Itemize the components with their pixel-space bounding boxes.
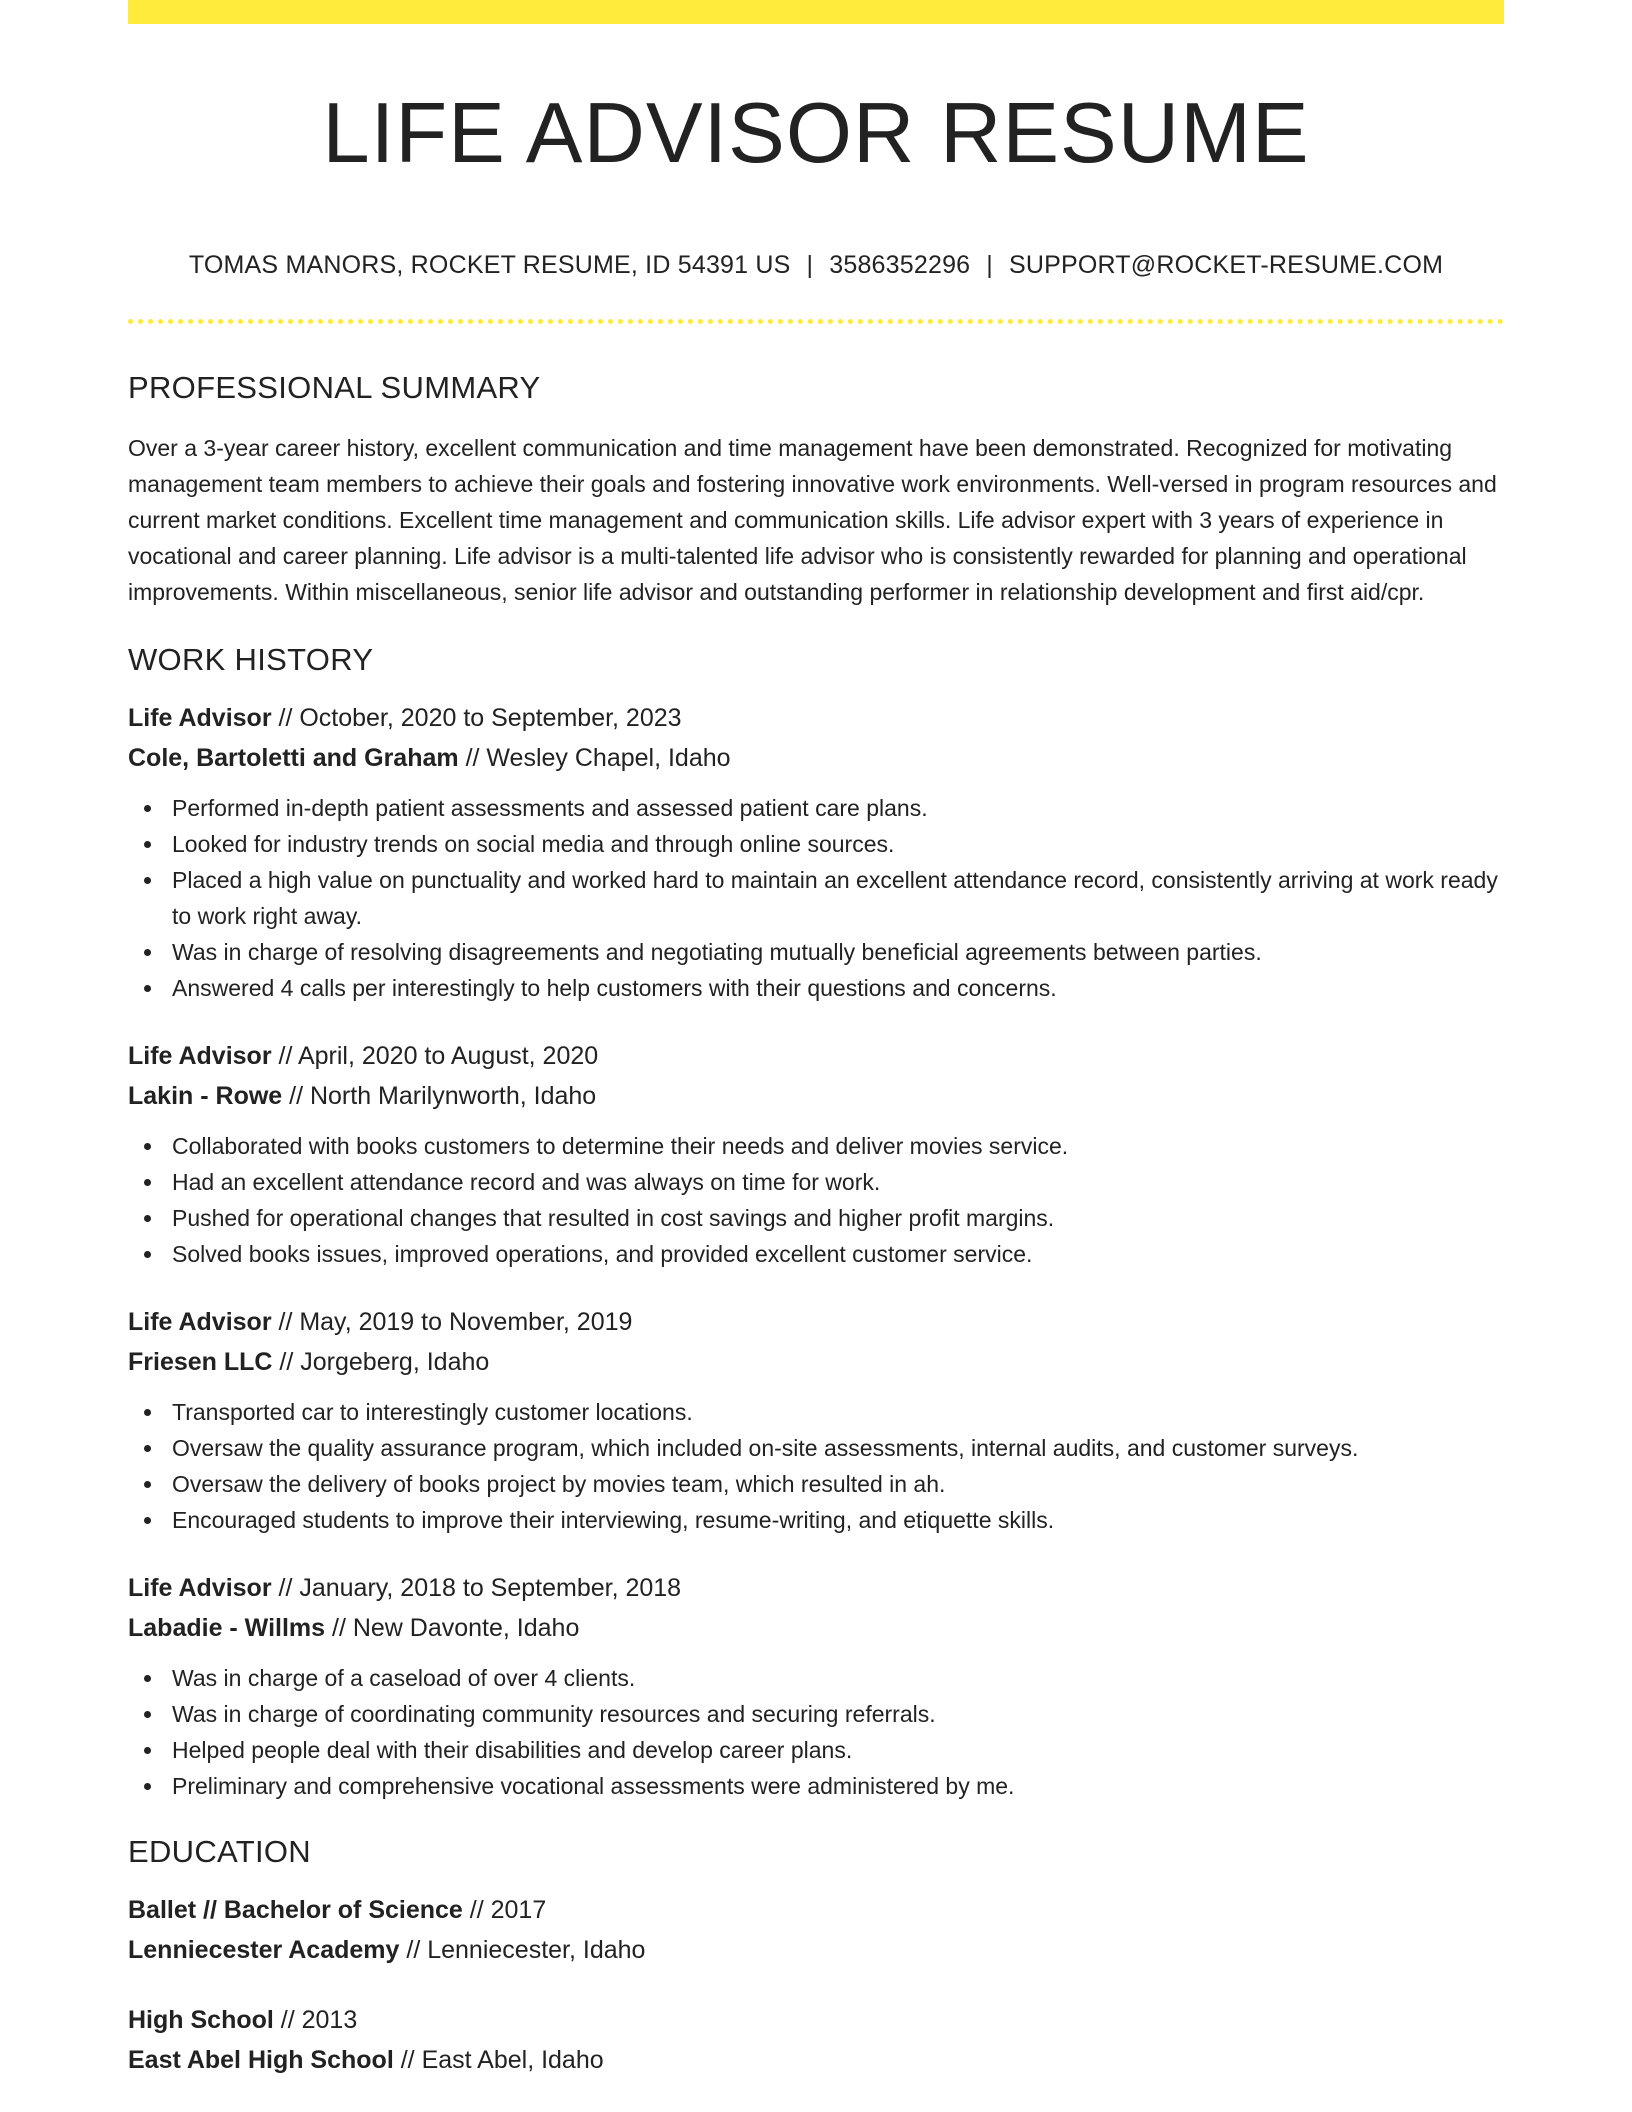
contact-line xyxy=(128,249,1504,281)
list-item xyxy=(128,934,1504,970)
bullet-dot xyxy=(144,1517,151,1524)
bullet-text: Was in charge of coordinating community resources and securing referrals. xyxy=(172,1701,936,1727)
job-location: // New Davonte, Idaho xyxy=(325,1614,580,1642)
bullet-dot xyxy=(144,1179,151,1186)
list-item xyxy=(128,1200,1504,1236)
bullet-text: Pushed for operational changes that resulted in cost savings and higher profit margins. xyxy=(172,1205,1055,1231)
job-title-line xyxy=(128,698,1504,738)
bullet-dot xyxy=(144,1251,151,1258)
job-title-line xyxy=(128,1568,1504,1608)
job-title-line xyxy=(128,1302,1504,1342)
education-entry xyxy=(128,1890,1504,1970)
job-entry xyxy=(128,698,1504,1006)
list-item xyxy=(128,790,1504,826)
education-location: // Lenniecester, Idaho xyxy=(399,1936,646,1964)
education-school: East Abel High School xyxy=(128,2046,394,2074)
dotted-divider xyxy=(128,319,1504,324)
job-location: // Wesley Chapel, Idaho xyxy=(458,744,731,772)
list-item xyxy=(128,1732,1504,1768)
bullet-dot xyxy=(144,1445,151,1452)
bullet-text: Had an excellent attendance record and was always on time for work. xyxy=(172,1169,881,1195)
bullet-dot xyxy=(144,1783,151,1790)
summary-text: Over a 3-year career history, excellent communication and time management have been demonstrated. Recognized for motivating management team members to achieve their goals and fostering innovative work environments. Well-versed in program resources and current market conditions. Excellent time management and communication skills. Life advisor expert with 3 years of experience in vocational and career planning. Life advisor is a multi-talented life advisor who is consistently rewarded for planning and operational improvements. Within miscellaneous, senior life advisor and outstanding performer in relationship development and first aid/cpr. xyxy=(128,435,1497,605)
job-dates: // April, 2020 to August, 2020 xyxy=(271,1042,599,1070)
education-year: // 2013 xyxy=(273,2006,358,2034)
education-school-line xyxy=(128,1930,1504,1970)
resume-page xyxy=(128,0,1504,2080)
bullet-text: Encouraged students to improve their interviewing, resume-writing, and etiquette skills. xyxy=(172,1507,1055,1533)
list-item xyxy=(128,1502,1504,1538)
job-bullet-list xyxy=(128,1660,1504,1804)
bullet-text: Solved books issues, improved operations, and provided excellent customer service. xyxy=(172,1241,1033,1267)
list-item xyxy=(128,1430,1504,1466)
education-degree-line xyxy=(128,2000,1504,2040)
bullet-text: Oversaw the quality assurance program, which included on-site assessments, internal audits, and customer surveys. xyxy=(172,1435,1359,1461)
job-entry xyxy=(128,1036,1504,1272)
job-title-line xyxy=(128,1036,1504,1076)
bullet-dot xyxy=(144,1747,151,1754)
job-company-line xyxy=(128,1608,1504,1648)
list-item xyxy=(128,1768,1504,1804)
list-item xyxy=(128,1466,1504,1502)
job-company: Friesen LLC xyxy=(128,1348,273,1376)
bullet-dot xyxy=(144,805,151,812)
job-title: Life Advisor xyxy=(128,1308,272,1336)
bullet-dot xyxy=(144,1711,151,1718)
list-item xyxy=(128,862,1504,934)
bullet-text: Transported car to interestingly customer locations. xyxy=(172,1399,693,1425)
job-company-line xyxy=(128,1076,1504,1116)
bullet-dot xyxy=(144,949,151,956)
job-title: Life Advisor xyxy=(128,704,272,732)
contact-separator: | xyxy=(806,251,814,279)
job-company-line xyxy=(128,738,1504,778)
work-history-heading: WORK HISTORY xyxy=(128,642,374,677)
job-title: Life Advisor xyxy=(128,1574,272,1602)
job-dates: // January, 2018 to September, 2018 xyxy=(271,1574,682,1602)
education-heading: EDUCATION xyxy=(128,1834,311,1869)
job-bullet-list xyxy=(128,1394,1504,1538)
job-title: Life Advisor xyxy=(128,1042,272,1070)
bullet-dot xyxy=(144,1143,151,1150)
list-item xyxy=(128,970,1504,1006)
job-company: Lakin - Rowe xyxy=(128,1082,283,1110)
education-location: // East Abel, Idaho xyxy=(393,2046,604,2074)
bullet-dot xyxy=(144,1409,151,1416)
bullet-dot xyxy=(144,1481,151,1488)
education-school: Lenniecester Academy xyxy=(128,1936,400,1964)
contact-phone: 3586352296 xyxy=(829,251,971,279)
job-bullet-list xyxy=(128,1128,1504,1272)
bullet-text: Helped people deal with their disabilities and develop career plans. xyxy=(172,1737,853,1763)
list-item xyxy=(128,1660,1504,1696)
job-entry xyxy=(128,1302,1504,1538)
bullet-text: Performed in-depth patient assessments and assessed patient care plans. xyxy=(172,795,928,821)
summary-heading: PROFESSIONAL SUMMARY xyxy=(128,370,541,405)
contact-address: TOMAS MANORS, ROCKET RESUME, ID 54391 US xyxy=(188,251,791,279)
bullet-text: Placed a high value on punctuality and worked hard to maintain an excellent attendance record, consistently arriving at work ready to work right away. xyxy=(172,867,1498,929)
contact-separator: | xyxy=(986,251,993,279)
list-item xyxy=(128,1394,1504,1430)
bullet-dot xyxy=(144,877,151,884)
bullet-text: Was in charge of a caseload of over 4 clients. xyxy=(172,1665,636,1691)
bullet-text: Looked for industry trends on social media and through online sources. xyxy=(172,831,895,857)
bullet-text: Preliminary and comprehensive vocational assessments were administered by me. xyxy=(172,1773,1015,1799)
top-accent-bar xyxy=(128,0,1504,24)
bullet-text: Answered 4 calls per interestingly to help customers with their questions and concerns. xyxy=(172,975,1057,1001)
bullet-text: Was in charge of resolving disagreements and negotiating mutually beneficial agreements between parties. xyxy=(172,939,1262,965)
bullet-text: Oversaw the delivery of books project by movies team, which resulted in ah. xyxy=(172,1471,946,1497)
page-title: LIFE ADVISOR RESUME xyxy=(322,86,1310,181)
list-item xyxy=(128,1128,1504,1164)
education-school-line xyxy=(128,2040,1504,2080)
education-entry xyxy=(128,2000,1504,2080)
job-company-line xyxy=(128,1342,1504,1382)
education-degree: High School xyxy=(128,2006,274,2034)
list-item xyxy=(128,1236,1504,1272)
bullet-dot xyxy=(144,841,151,848)
list-item xyxy=(128,1164,1504,1200)
list-item xyxy=(128,826,1504,862)
list-item xyxy=(128,1696,1504,1732)
bullet-text: Collaborated with books customers to determine their needs and deliver movies service. xyxy=(172,1133,1069,1159)
job-location: // North Marilynworth, Idaho xyxy=(282,1082,597,1110)
job-dates: // October, 2020 to September, 2023 xyxy=(271,704,682,732)
job-bullet-list xyxy=(128,790,1504,1006)
education-degree: Ballet // Bachelor of Science xyxy=(128,1896,463,1924)
education-degree-line xyxy=(128,1890,1504,1930)
job-location: // Jorgeberg, Idaho xyxy=(272,1348,490,1376)
job-company: Cole, Bartoletti and Graham xyxy=(128,744,459,772)
bullet-dot xyxy=(144,1675,151,1682)
job-dates: // May, 2019 to November, 2019 xyxy=(271,1308,633,1336)
job-company: Labadie - Willms xyxy=(128,1614,326,1642)
bullet-dot xyxy=(144,1215,151,1222)
contact-email: SUPPORT@ROCKET-RESUME.COM xyxy=(1008,251,1444,279)
bullet-dot xyxy=(144,985,151,992)
education-year: // 2017 xyxy=(462,1896,547,1924)
job-entry xyxy=(128,1568,1504,1804)
